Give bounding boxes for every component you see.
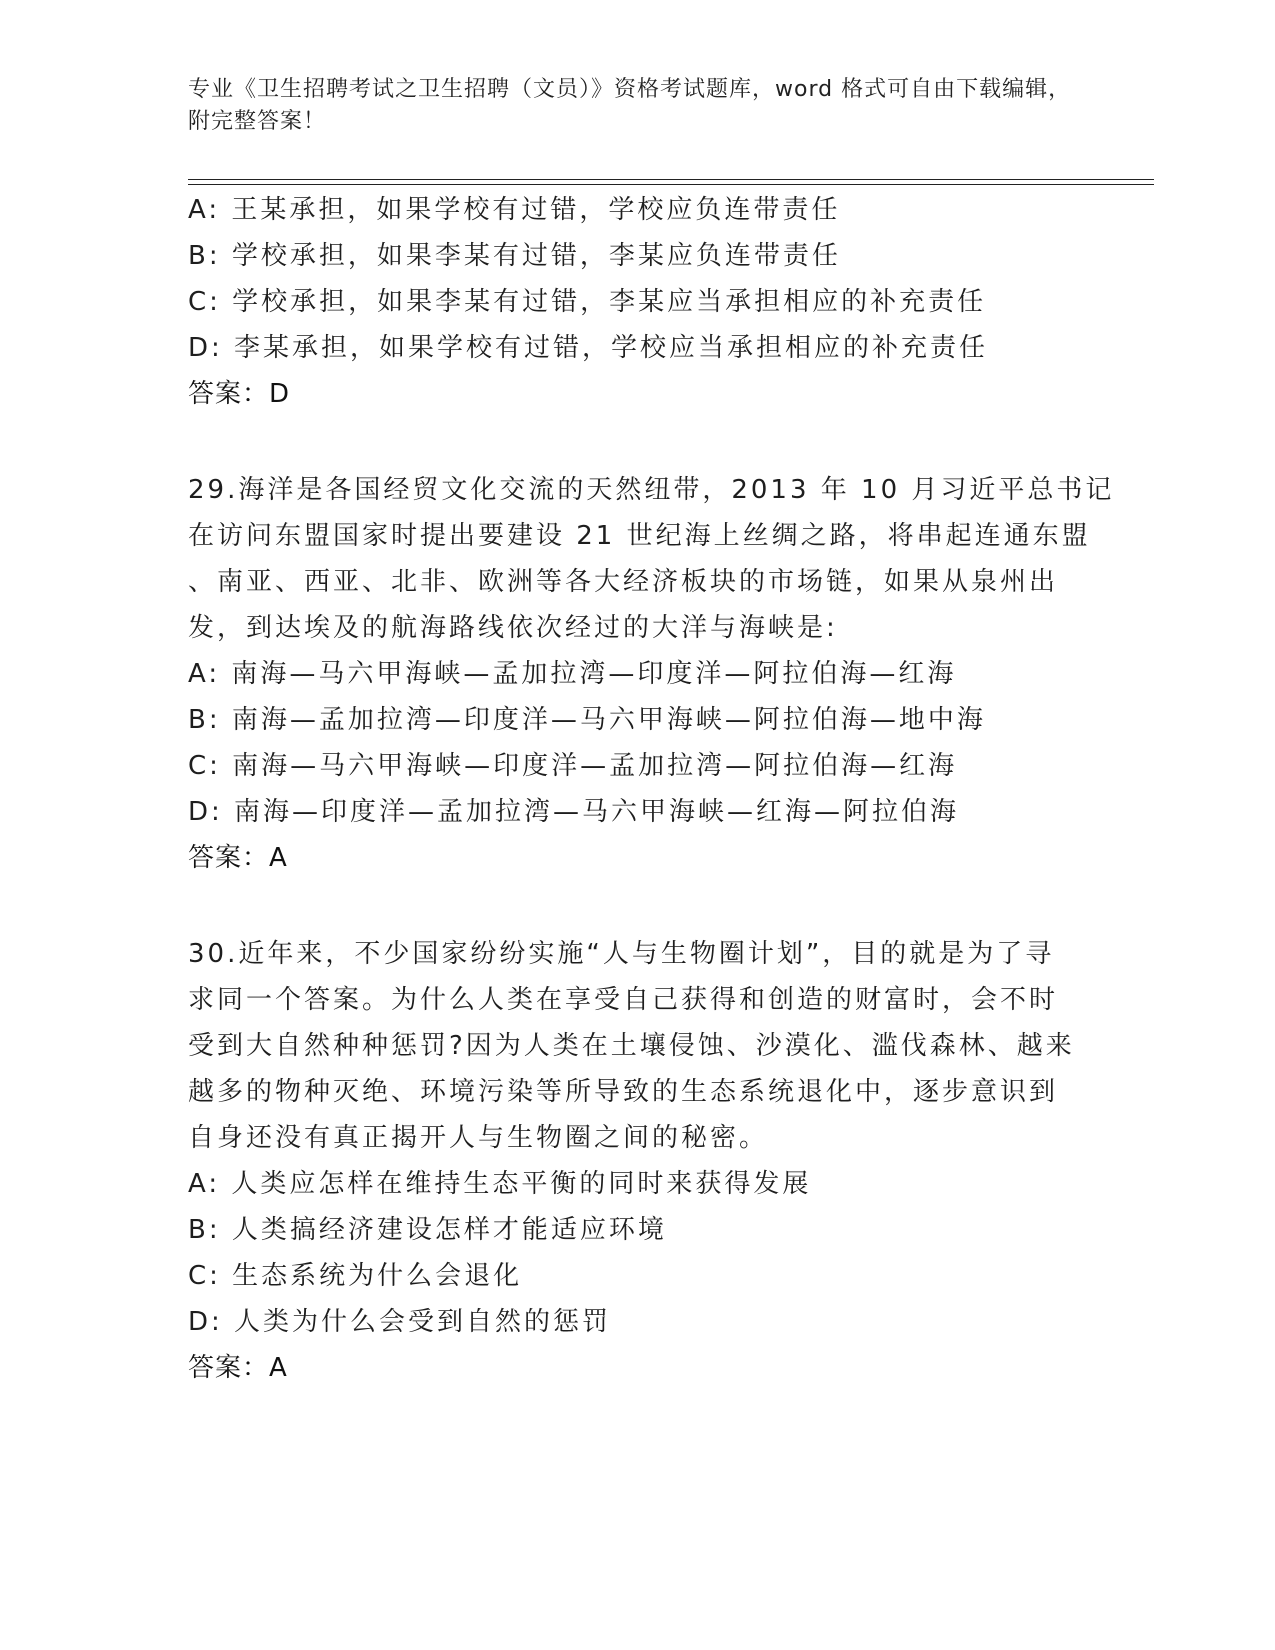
question-30 [188, 931, 1078, 1391]
question-text-line: 发，到达埃及的航海路线依次经过的大洋与海峡是: [188, 613, 838, 643]
option-a: A: 人类应怎样在维持生态平衡的同时来获得发展 [188, 1169, 812, 1199]
question-text-line: 、南亚、西亚、北非、欧洲等各大经济板块的市场链，如果从泉州出 [188, 567, 1059, 597]
option-d: D: 南海—印度洋—孟加拉湾—马六甲海峡—红海—阿拉伯海 [188, 797, 960, 827]
option-c: C: 学校承担，如果李某有过错，李某应当承担相应的补充责任 [188, 287, 987, 317]
question-text-line: 自身还没有真正揭开人与生物圈之间的秘密。 [188, 1123, 769, 1153]
question-28 [188, 187, 1078, 417]
option-c: C: 生态系统为什么会退化 [188, 1261, 523, 1291]
question-text-line: 受到大自然种种惩罚?因为人类在土壤侵蚀、沙漠化、滥伐森林、越来 [188, 1031, 1075, 1061]
question-text-line: 在访问东盟国家时提出要建设 21 世纪海上丝绸之路，将串起连通东盟 [188, 521, 1091, 551]
question-text-line: 求同一个答案。为什么人类在享受自己获得和创造的财富时，会不时 [188, 985, 1059, 1015]
answer-line: 答案：A [188, 1353, 288, 1383]
question-text-line: 30.近年来，不少国家纷纷实施“人与生物圈计划”，目的就是为了寻 [188, 939, 1055, 969]
option-a: A: 王某承担，如果学校有过错，学校应负连带责任 [188, 195, 841, 225]
option-b: B: 学校承担，如果李某有过错，李某应负连带责任 [188, 241, 841, 271]
header-divider-bottom [188, 184, 1154, 185]
answer-line: 答案：A [188, 843, 288, 873]
question-29 [188, 467, 1115, 881]
answer-line: 答案：D [188, 379, 291, 409]
question-text-line: 29.海洋是各国经贸文化交流的天然纽带，2013 年 10 月习近平总书记 [188, 475, 1115, 505]
option-b: B: 人类搞经济建设怎样才能适应环境 [188, 1215, 667, 1245]
question-text-line: 越多的物种灭绝、环境污染等所导致的生态系统退化中，逐步意识到 [188, 1077, 1059, 1107]
header-divider-top [188, 179, 1154, 180]
option-c: C: 南海—马六甲海峡—印度洋—孟加拉湾—阿拉伯海—红海 [188, 751, 958, 781]
document-body [188, 187, 1115, 1391]
document-header: 专业《卫生招聘考试之卫生招聘（文员）》资格考试题库，word 格式可自由下载编辑，附完整答案！ [188, 77, 1072, 134]
option-a: A: 南海—马六甲海峡—孟加拉湾—印度洋—阿拉伯海—红海 [188, 659, 957, 689]
option-d: D: 李某承担，如果学校有过错，学校应当承担相应的补充责任 [188, 333, 989, 363]
option-d: D: 人类为什么会受到自然的惩罚 [188, 1307, 612, 1337]
option-b: B: 南海—孟加拉湾—印度洋—马六甲海峡—阿拉伯海—地中海 [188, 705, 986, 735]
